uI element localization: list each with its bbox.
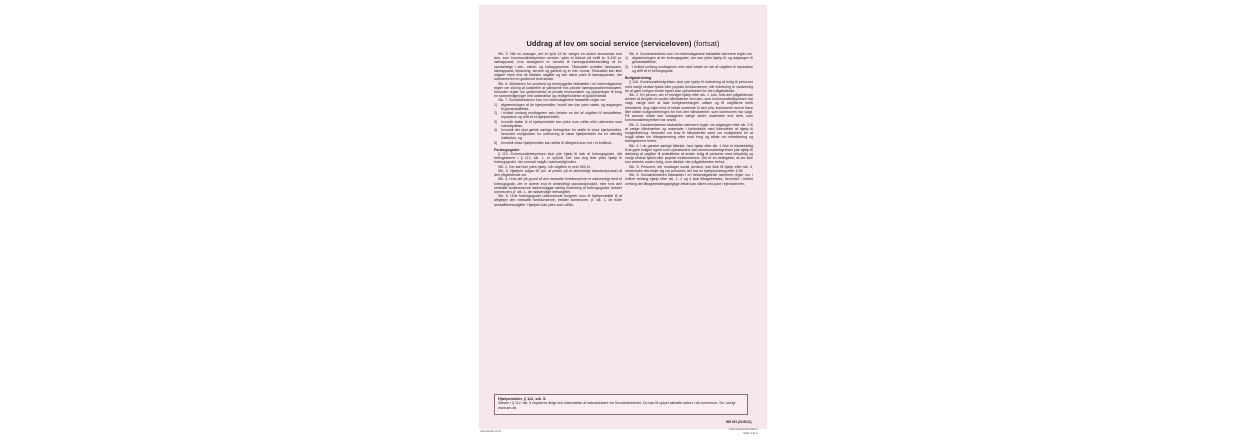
numbered-list xyxy=(494,103,622,145)
paragraph: Stk. 5. Personer, der modtager social pension, kan ikke få hjælp efter stk. 4, medmindre det drejer sig om personer, der har en hjælpeordning efter § 96. xyxy=(625,164,753,173)
left-column xyxy=(494,52,622,207)
footer-page-number: Side 3 af 3 xyxy=(743,430,758,435)
title-continued: (fortsat) xyxy=(693,39,720,48)
list-text: i hvilket omfang modtageren selv betaler en del af udgiften til anskaffelse, reparation og drift af et hjælpemiddel, xyxy=(501,111,622,120)
paragraph: Stk. 5. Når en ansøger, der er fyldt 18 år, vælger en anden leverandør end den, som kommunalbestyrelsen anviser, ydes et tilskud på indtil kr. 5.420 pr. høreapparat, hvis ansøgeren er henvist til høreapparatbehandling af en speciallæge i øre-, næse- og halssygdomme. Tilskuddet omfatter høreprøve, høreapparat, tilpasning, service og garanti og er inkl. moms. Tilskuddet kan ikke udgøre mere end de faktiske udgifter og kan alene ydes til høreapparater, der udleveres fra en godkendt leverandør. xyxy=(494,52,622,82)
paragraph: Stk. 7. Socialministeren kan i en bekendtgørelse fastsætte regler om xyxy=(498,98,606,103)
footer-right xyxy=(729,428,758,435)
paragraph: Stk. 3. Socialministeren fastsætter nærmere regler om adgangen efter stk. 2 til at vælge håndværker og materialer i forbindelse med tilkendelse af hjælp til boligindretning, herunder om krav til håndværker samt om muligheden for at indgå aftale om tilbagelevering efter endt brug og aftale om reetablering og betingelserne herfor. xyxy=(625,122,753,144)
form-code: HM 001 (01/2011) xyxy=(726,420,752,424)
section-heading: Forbrugsgoder xyxy=(494,147,520,152)
list-number: 3) xyxy=(494,119,498,124)
footer-left: Ioterbedlet af KL xyxy=(480,429,503,433)
list-text: afgrænsningen af de hjælpemidler, hvortil der kan ydes støtte, og adgangen til genanskaffelse, xyxy=(501,102,622,111)
info-box xyxy=(494,394,748,415)
right-column xyxy=(625,52,753,186)
list-text: i hvilket omfang modtageren selv skal betale en del af udgiften til reparation og drift af et forbrugsgode. xyxy=(632,64,753,73)
paragraph: Stk. 6. Ministeren for sundhed og forebyggelse fastsætter i en bekendtgørelse regler om sikring af kvaliteten af ydelserne hos private høreapparatleverandører, herunder regler om godkendelse af private leverandører og oplysninger til brug for sammenligninger ved udstedelse og vedligeholdelse af godkendelse. xyxy=(494,81,622,99)
list-item xyxy=(494,111,622,119)
paragraph: § 116. Kommunalbestyrelsen skal yde hjælp til indretning af bolig til personer med varigt nedsat fysisk eller psykisk funktionsevne, når indretning er nødvendig for at gøre boligen bedre egnet som opholdssted for den pågældende. xyxy=(625,80,753,93)
info-box-title: Hjælpemidler, § 112, stk. 5: xyxy=(498,397,547,401)
paragraph: Stk. 4. Hvis det på grund af den nedsatte funktionsevne er nødvendigt med et forbrugsgode, der er dyrere end et almindeligt standardprodukt, eller hvis den nedsatte funktionsevne nødvendiggør særlig indretning af forbrugsgodet, betaler kommunen, jf. stk. 1, de nødvendige merudgifter. xyxy=(494,177,622,194)
title-main: Uddrag af lov om social service (serviceloven) xyxy=(526,39,692,48)
paragraph: Stk. 6. Socialministeren kan i en bekendtgørelse fastsætte nærmere regler om xyxy=(629,52,752,56)
list-item xyxy=(494,141,622,145)
list-number: 4) xyxy=(494,127,498,132)
list-text: hvorvidt der skal gælde særlige betingelser for støtte til visse hjælpemidler, herunder muligheden for udlevering af visse hjælpemidler fra en offentlig institution, og xyxy=(501,127,622,141)
paragraph: § 113. Kommunalbestyrelsen skal yde hjælp til køb af forbrugsgoder, når betingelserne i § 112, stk. 1, er opfyldt. Der kan dog ikke ydes hjælp til forbrugsgoder, der normalt indgår i sædvanligt indbo. xyxy=(494,152,622,165)
footer-right-line1: Kommuneinformation xyxy=(729,427,758,431)
list-item xyxy=(625,56,753,64)
paragraph: Stk. 2. Der kan kun ydes hjælp, når udgiften er over 500 kr. xyxy=(498,164,591,169)
list-text: hvorvidt visse hjælpemidler kan stilles til rådighed som led i et botilbud. xyxy=(501,140,613,145)
document-page xyxy=(480,6,766,428)
info-box-text: Satsen i § 112, stk. 5 reguleres årligt ved udsendelse af satscirkulære fra Socialministeriet. Du kan få oplyst aktuelle satser i din kommune. Se i øvrigt www.sm.dk. xyxy=(498,401,736,410)
numbered-list xyxy=(625,56,753,73)
list-text: hvornår støtte til et hjælpemiddel kan ydes som udlån eller udleveres som naturalydelse, xyxy=(501,119,622,128)
list-text: afgrænsningen af de forbrugsgoder, der kan ydes hjælp til, og adgangen til genanskaffelse, xyxy=(632,56,753,65)
paragraph: Stk. 3. Hjælpen udgør 50 pct. af prisen på et almindeligt standardprodukt af den pågældende art. xyxy=(494,168,622,178)
list-number: 1) xyxy=(494,102,498,107)
document-title xyxy=(480,39,766,48)
list-number: 1) xyxy=(625,56,629,61)
list-number: 2) xyxy=(625,64,629,69)
section-heading: Boligindretning xyxy=(625,76,652,81)
list-number: 2) xyxy=(494,111,498,116)
paragraph: Stk. 6. Socialministeren fastsætter i en bekendtgørelse nærmere regler om, i hvilket omfang hjælp efter stk. 1, 2 og 4 skal tilbagebetales, herunder i hvilket omfang det tilbagebetalingspligtige beløb kan sikres ved pant i ejendommen. xyxy=(625,173,753,186)
list-item xyxy=(494,120,622,128)
paragraph: Stk. 2. En person, der er bevilget hjælp efter stk. 1, kan, hvis den pågældende ønsker at benytte en anden håndværker end den, som kommunalbestyrelsen har valgt, vælge selv at lade boligindretningen udføre og få udgifterne hertil refunderet, dog højst med et beløb svarende til den pris, kommunen kunne have fået udført boligindretningen for hos den håndværker, som kommunen har valgt. På samme måde kan ansøgeren vælge andre materialer end dem, som kommunalbestyrelsen har anvist. xyxy=(625,92,753,123)
list-item xyxy=(494,103,622,111)
paragraph: Stk. 4. I de ganske særlige tilfælde, hvor hjælp efter stk. 1 ikke er tilstrækkelig til at gøre boligen egnet som opholdssted, kan kommunalbestyrelsen yde hjælp til dækning af udgifter til anskaffelse af anden bolig til personer med betydelig og varigt nedsat fysisk eller psykisk funktionsevne. Det er en betingelse, at der ikke kan anvises anden bolig, som dækker den pågældendes behov. xyxy=(625,143,753,165)
list-number: 5) xyxy=(494,140,498,145)
list-item xyxy=(494,128,622,141)
list-item xyxy=(625,65,753,73)
paragraph: Stk. 5. Hvis forbrugsgodet udelukkende fungerer som et hjælpemiddel til at afhjælpe den nedsatte funktionsevne, betaler kommunen, jf. stk. 1, de fulde anskaffelsesudgifter. Hjælpen kan ydes som udlån. xyxy=(494,194,622,207)
